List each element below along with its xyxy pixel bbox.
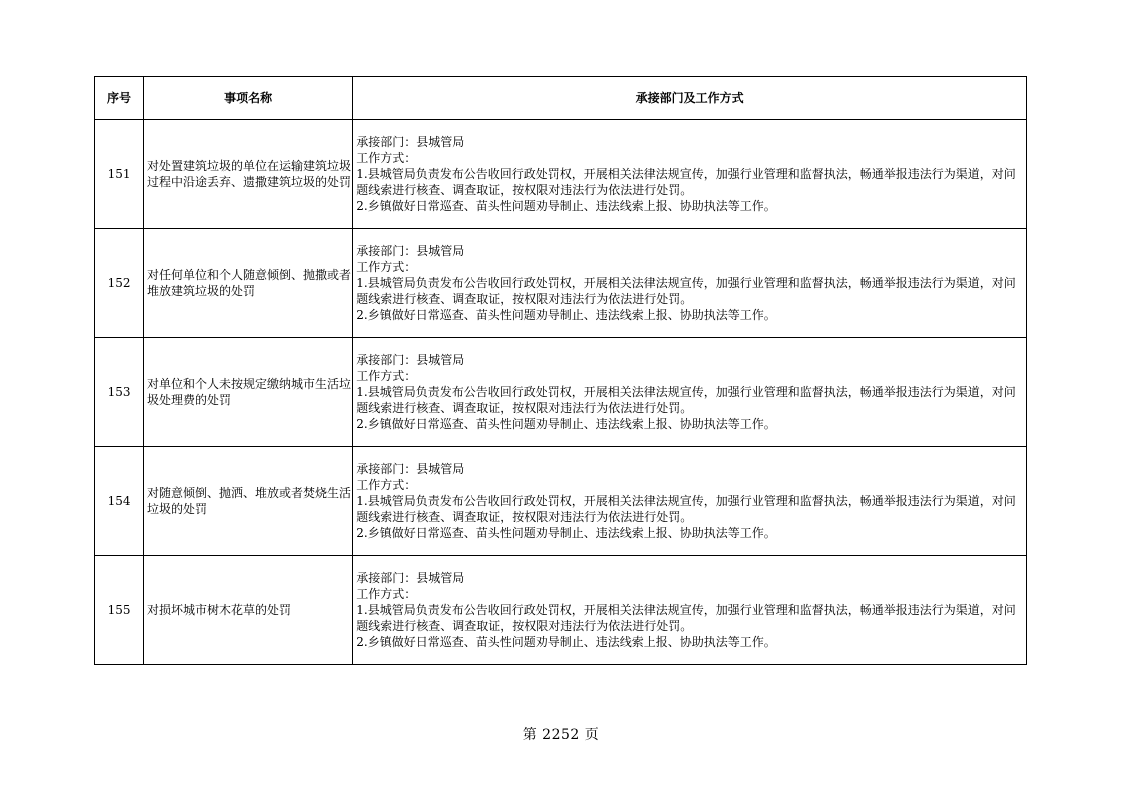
table-row bbox=[95, 556, 1027, 665]
row-dept-line: 承接部门：县城管局 bbox=[356, 571, 465, 585]
row-name: 对任何单位和个人随意倾倒、抛撒或者堆放建筑垃圾的处罚 bbox=[147, 268, 352, 298]
table-row bbox=[95, 338, 1027, 447]
row-name: 对处置建筑垃圾的单位在运输建筑垃圾过程中沿途丢弃、遗撒建筑垃圾的处罚 bbox=[147, 159, 352, 189]
row-method-item-1: 1.县城管局负责发布公告收回行政处罚权，开展相关法律法规宣传，加强行业管理和监督执法，畅通举报违法行为渠道，对问题线索进行核查、调查取证，按权限对违法行为依法进行处罚。 bbox=[356, 276, 1016, 306]
row-dept-cell bbox=[353, 447, 1027, 556]
row-dept-line: 承接部门：县城管局 bbox=[356, 462, 465, 476]
row-method-label: 工作方式： bbox=[356, 478, 417, 492]
row-method-item-2: 2.乡镇做好日常巡查、苗头性问题劝导制止、违法线索上报、协助执法等工作。 bbox=[356, 417, 776, 431]
row-name: 对随意倾倒、抛洒、堆放或者焚烧生活垃圾的处罚 bbox=[147, 486, 352, 516]
row-method-item-1: 1.县城管局负责发布公告收回行政处罚权，开展相关法律法规宣传，加强行业管理和监督执法，畅通举报违法行为渠道，对问题线索进行核查、调查取证，按权限对违法行为依法进行处罚。 bbox=[356, 603, 1016, 633]
row-method-label: 工作方式： bbox=[356, 260, 417, 274]
table-row bbox=[95, 120, 1027, 229]
row-seq: 153 bbox=[95, 338, 144, 447]
row-method-item-1: 1.县城管局负责发布公告收回行政处罚权，开展相关法律法规宣传，加强行业管理和监督执法，畅通举报违法行为渠道，对问题线索进行核查、调查取证，按权限对违法行为依法进行处罚。 bbox=[356, 494, 1016, 524]
row-dept-line: 承接部门：县城管局 bbox=[356, 244, 465, 258]
matters-table bbox=[94, 76, 1027, 665]
row-seq: 155 bbox=[95, 556, 144, 665]
row-seq: 152 bbox=[95, 229, 144, 338]
row-method-item-2: 2.乡镇做好日常巡查、苗头性问题劝导制止、违法线索上报、协助执法等工作。 bbox=[356, 199, 776, 213]
row-dept-cell bbox=[353, 120, 1027, 229]
row-dept-cell bbox=[353, 338, 1027, 447]
row-name-cell bbox=[144, 338, 353, 447]
row-name-cell bbox=[144, 120, 353, 229]
row-name-cell bbox=[144, 556, 353, 665]
table-header-row bbox=[95, 77, 1027, 120]
row-method-item-2: 2.乡镇做好日常巡查、苗头性问题劝导制止、违法线索上报、协助执法等工作。 bbox=[356, 308, 776, 322]
row-method-label: 工作方式： bbox=[356, 151, 417, 165]
row-name-cell bbox=[144, 229, 353, 338]
row-name: 对单位和个人未按规定缴纳城市生活垃圾处理费的处罚 bbox=[147, 377, 352, 407]
row-dept-line: 承接部门：县城管局 bbox=[356, 135, 465, 149]
table-row bbox=[95, 447, 1027, 556]
row-method-label: 工作方式： bbox=[356, 587, 417, 601]
header-dept: 承接部门及工作方式 bbox=[353, 77, 1027, 120]
row-seq: 151 bbox=[95, 120, 144, 229]
row-name: 对损坏城市树木花草的处罚 bbox=[147, 603, 292, 617]
row-method-item-2: 2.乡镇做好日常巡查、苗头性问题劝导制止、违法线索上报、协助执法等工作。 bbox=[356, 635, 776, 649]
header-name: 事项名称 bbox=[144, 77, 353, 120]
row-method-item-1: 1.县城管局负责发布公告收回行政处罚权，开展相关法律法规宣传，加强行业管理和监督执法，畅通举报违法行为渠道，对问题线索进行核查、调查取证，按权限对违法行为依法进行处罚。 bbox=[356, 167, 1016, 197]
row-dept-cell bbox=[353, 229, 1027, 338]
page-number: 第 2252 页 bbox=[522, 727, 600, 743]
row-method-item-2: 2.乡镇做好日常巡查、苗头性问题劝导制止、违法线索上报、协助执法等工作。 bbox=[356, 526, 776, 540]
row-method-label: 工作方式： bbox=[356, 369, 417, 383]
row-seq: 154 bbox=[95, 447, 144, 556]
row-method-item-1: 1.县城管局负责发布公告收回行政处罚权，开展相关法律法规宣传，加强行业管理和监督执法，畅通举报违法行为渠道，对问题线索进行核查、调查取证，按权限对违法行为依法进行处罚。 bbox=[356, 385, 1016, 415]
header-seq: 序号 bbox=[95, 77, 144, 120]
row-dept-line: 承接部门：县城管局 bbox=[356, 353, 465, 367]
row-name-cell bbox=[144, 447, 353, 556]
table-row bbox=[95, 229, 1027, 338]
row-dept-cell bbox=[353, 556, 1027, 665]
